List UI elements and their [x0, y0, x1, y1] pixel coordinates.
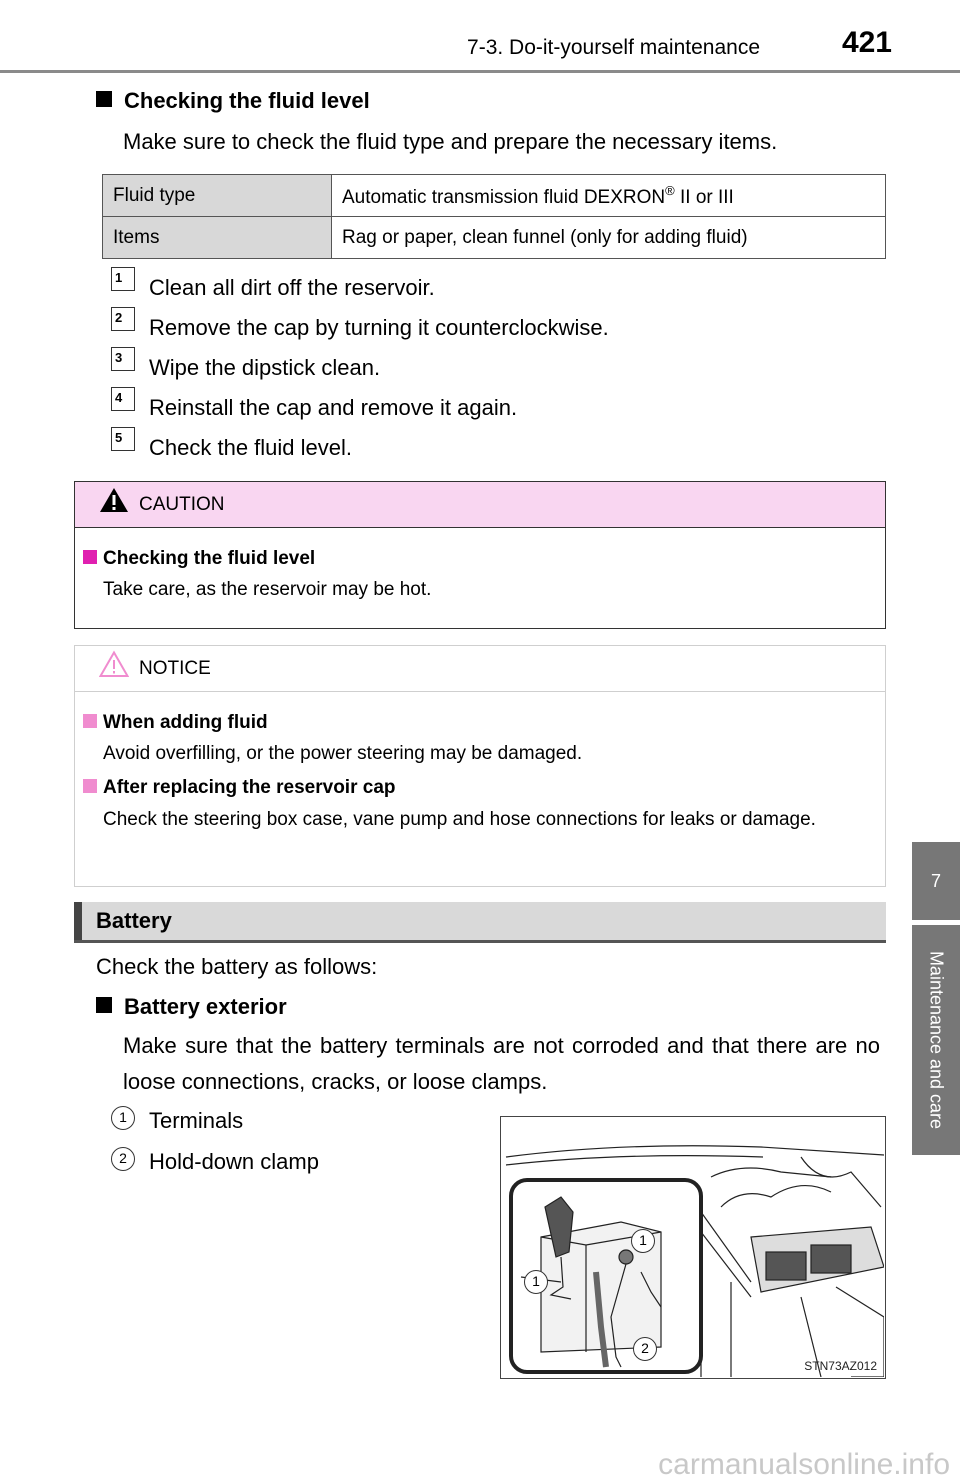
table-label: Items — [103, 217, 332, 259]
caution-box — [74, 481, 886, 629]
step-item — [111, 430, 631, 465]
battery-intro: Check the battery as follows: — [96, 954, 378, 979]
notice-subtitle — [83, 777, 396, 799]
notice-warning-icon — [99, 650, 129, 678]
step-text: Check the fluid level. — [149, 435, 352, 460]
caution-header — [75, 482, 885, 528]
battery-heading-bar — [74, 902, 886, 942]
caution-subtitle-text: Checking the fluid level — [103, 548, 316, 569]
battery-exterior-heading — [96, 994, 287, 1020]
step-number-badge: 5 — [111, 427, 135, 451]
header-rule — [0, 70, 960, 73]
figure-code: STN73AZ012 — [804, 1359, 877, 1373]
table-row — [103, 175, 886, 217]
fluid-table — [102, 174, 886, 259]
caution-text: Take care, as the reservoir may be hot. — [103, 579, 432, 600]
notice-box — [74, 645, 886, 887]
registered-mark: ® — [665, 182, 675, 198]
fluid-check-title: Checking the fluid level — [124, 88, 370, 113]
notice-text: Avoid overfilling, or the power steering may be damaged. — [103, 743, 583, 764]
table-row — [103, 217, 886, 259]
chapter-tab-number[interactable] — [912, 842, 960, 920]
fluid-check-heading — [96, 88, 370, 114]
notice-title: NOTICE — [139, 658, 211, 679]
table-value: Rag or paper, clean funnel (only for adding fluid) — [332, 217, 886, 259]
site-watermark: carmanualsonline.info — [658, 1448, 950, 1481]
legend-number: 1 — [111, 1106, 135, 1130]
chapter-tab-label[interactable] — [912, 925, 960, 1155]
section-title: 7-3. Do-it-yourself maintenance — [467, 36, 760, 59]
step-text: Wipe the dipstick clean. — [149, 355, 381, 380]
step-item — [111, 390, 631, 425]
notice-subtitle-text: When adding fluid — [103, 712, 268, 733]
step-text: Remove the cap by turning it counterclockwise. — [149, 315, 609, 340]
table-value — [332, 175, 886, 217]
battery-illustration — [501, 1117, 884, 1377]
chapter-label: Maintenance and care — [926, 950, 947, 1130]
caution-title: CAUTION — [139, 494, 225, 515]
step-number-badge: 4 — [111, 387, 135, 411]
battery-heading-rule — [74, 940, 886, 943]
legend-text: Terminals — [149, 1108, 244, 1133]
fluid-type-value: Automatic transmission fluid DEXRON — [342, 186, 666, 208]
square-bullet-icon — [83, 550, 97, 564]
square-bullet-icon — [96, 91, 112, 107]
fluid-check-intro: Make sure to check the fluid type and prepare the necessary items. — [123, 129, 778, 154]
warning-icon — [99, 486, 129, 514]
step-text: Clean all dirt off the reservoir. — [149, 275, 435, 300]
table-label: Fluid type — [103, 175, 332, 217]
square-bullet-icon — [83, 714, 97, 728]
notice-subtitle — [83, 712, 268, 734]
step-item — [111, 270, 631, 305]
step-number-badge: 1 — [111, 267, 135, 291]
battery-exterior-title: Battery exterior — [124, 994, 287, 1019]
fluid-type-suffix: II or III — [674, 186, 734, 208]
figure-callout: 1 — [631, 1229, 655, 1253]
step-number-badge: 3 — [111, 347, 135, 371]
notice-header — [75, 646, 885, 692]
legend-text: Hold-down clamp — [149, 1149, 319, 1174]
legend-number: 2 — [111, 1147, 135, 1171]
battery-exterior-text: Make sure that the battery terminals are not corroded and that there are no loose connections, cracks, or loose clamps. — [123, 1033, 880, 1094]
notice-text: Check the steering box case, vane pump and hose connections for leaks or damage. — [103, 809, 816, 830]
step-text: Reinstall the cap and remove it again. — [149, 395, 518, 420]
figure-callout: 2 — [633, 1337, 657, 1361]
square-bullet-icon — [96, 997, 112, 1013]
step-item — [111, 350, 631, 385]
step-item — [111, 310, 631, 345]
chapter-number: 7 — [930, 870, 941, 891]
notice-subtitle-text: After replacing the reservoir cap — [103, 777, 396, 798]
battery-heading: Battery — [96, 908, 172, 933]
page-number: 421 — [841, 26, 892, 59]
square-bullet-icon — [83, 779, 97, 793]
step-number-badge: 2 — [111, 307, 135, 331]
caution-subtitle — [83, 548, 315, 570]
battery-figure — [500, 1116, 886, 1379]
figure-callout: 1 — [524, 1270, 548, 1294]
